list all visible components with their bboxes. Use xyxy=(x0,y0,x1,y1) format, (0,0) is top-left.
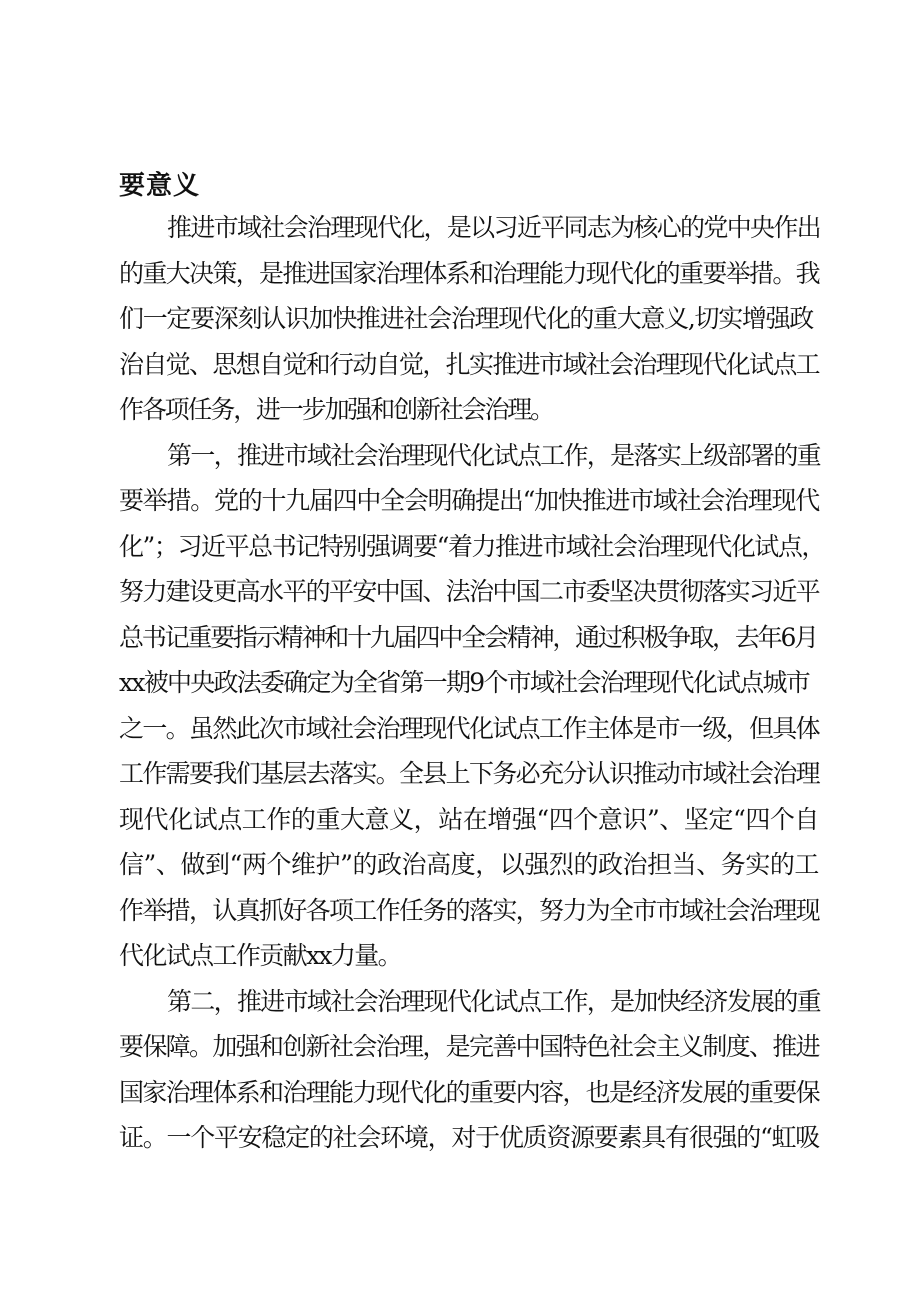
section-heading: 要意义 xyxy=(119,171,201,201)
text-line: 要保障。加强和创新社会治理，是完善中国特色社会主义制度、推进 xyxy=(119,1032,819,1061)
text-line: 代化试点工作贡献xx力量。 xyxy=(119,941,401,970)
text-line: 之一。虽然此次市域社会治理现代化试点工作主体是市一级，但具体 xyxy=(119,714,819,743)
text-line: 努力建设更高水平的平安中国、法治中国二市委坚决贯彻落实习近平 xyxy=(119,577,819,606)
text-line: 工作需要我们基层去落实。全县上下务必充分认识推动市域社会治理 xyxy=(119,759,819,788)
text-line: 证。一个平安稳定的社会环境，对于优质资源要素具有很强的“虹吸 xyxy=(119,1123,819,1152)
text-line: 化”；习近平总书记特别强调要“着力推进市域社会治理现代化试点， xyxy=(119,532,825,561)
text-line: 现代化试点工作的重大意义，站在增强“四个意识”、坚定“四个自 xyxy=(119,805,819,834)
text-line: 治自觉、思想自觉和行动自觉，扎实推进市域社会治理现代化试点工 xyxy=(119,350,819,379)
text-line: xx被中央政法委确定为全省第一期9个市域社会治理现代化试点城市 xyxy=(119,668,809,697)
text-line: 们一定要深刻认识加快推进社会治理现代化的重大意义,切实增强政 xyxy=(119,304,813,333)
text-line: 信”、做到“两个维护”的政治高度，以强烈的政治担当、务实的工 xyxy=(119,850,819,879)
text-line: 总书记重要指示精神和十九届四中全会精神，通过积极争取，去年6月 xyxy=(119,623,817,652)
text-line: 要举措。党的十九届四中全会明确提出“加快推进市域社会治理现代 xyxy=(119,486,819,515)
text-line: 作各项任务，进一步加强和创新社会治理。 xyxy=(119,395,553,424)
text-line: 作举措，认真抓好各项工作任务的落实，努力为全市市域社会治理现 xyxy=(119,896,819,925)
text-line: 第一，推进市域社会治理现代化试点工作，是落实上级部署的重 xyxy=(167,441,820,470)
text-line: 国家治理体系和治理能力现代化的重要内容，也是经济发展的重要保 xyxy=(119,1078,819,1107)
text-line: 的重大决策，是推进国家治理体系和治理能力现代化的重要举措。我 xyxy=(119,259,819,288)
text-line: 推进市域社会治理现代化，是以习近平同志为核心的党中央作出 xyxy=(167,213,820,242)
text-line: 第二，推进市域社会治理现代化试点工作，是加快经济发展的重 xyxy=(167,987,820,1016)
